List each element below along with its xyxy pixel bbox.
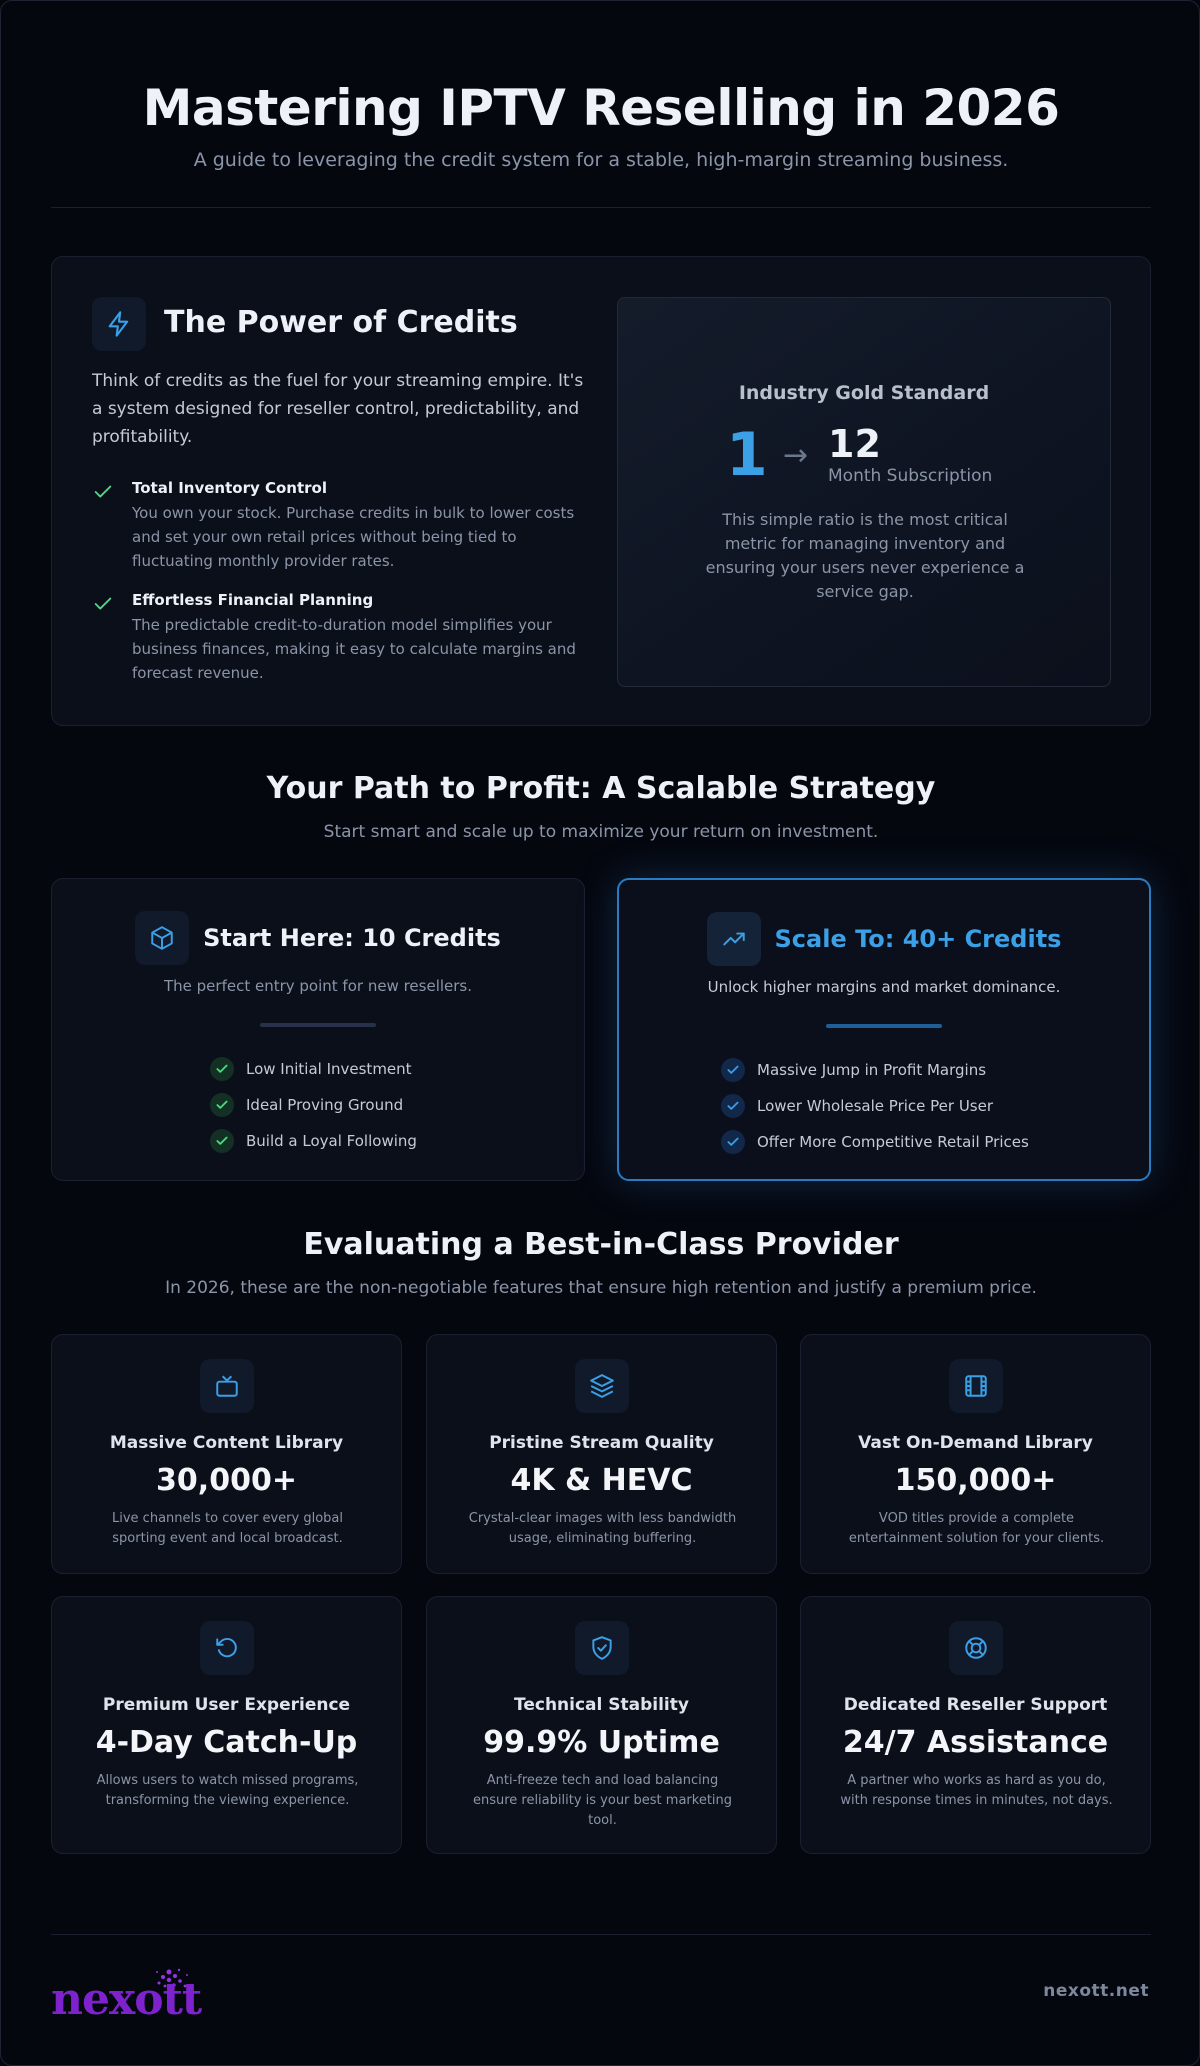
- check-icon: [721, 1094, 745, 1118]
- month-label: Month Subscription: [828, 466, 993, 486]
- feature-card-title: Massive Content Library: [109, 1433, 344, 1453]
- layers-icon: [575, 1359, 629, 1413]
- plan-subtitle: The perfect entry point for new resellers.: [163, 977, 473, 995]
- section-title: Your Path to Profit: A Scalable Strategy: [266, 771, 936, 806]
- plan-benefits: [210, 1051, 417, 1159]
- feature-card-value: 4K & HEVC: [510, 1463, 693, 1498]
- check-icon: [92, 593, 114, 615]
- feature-card-text: VOD titles provide a complete entertainment solution for your clients.: [848, 1511, 1105, 1546]
- list-item: [210, 1123, 417, 1159]
- benefit-label: Massive Jump in Profit Margins: [757, 1061, 987, 1079]
- feature-item: [92, 479, 592, 573]
- section-title: Evaluating a Best-in-Class Provider: [303, 1227, 899, 1262]
- feature-card-title: Pristine Stream Quality: [489, 1433, 714, 1453]
- rotate-ccw-icon: [200, 1621, 254, 1675]
- feature-card-text: Live channels to cover every global sporting event and local broadcast.: [112, 1511, 343, 1546]
- feature-card-value: 99.9% Uptime: [483, 1725, 720, 1760]
- divider: [51, 1934, 1151, 1935]
- feature-text: The predictable credit-to-duration model simplifies your business finances, making it easy to calculate margins and forecast revenue.: [132, 616, 576, 682]
- feature-title: Total Inventory Control: [132, 479, 327, 497]
- divider: [51, 207, 1151, 208]
- list-item: [721, 1088, 1029, 1124]
- power-lead: Think of credits as the fuel for your streaming empire. It's a system designed for reseller control, predictability, and profitability.: [92, 371, 584, 447]
- section-subtitle: In 2026, these are the non-negotiable features that ensure high retention and justify a premium price.: [165, 1278, 1037, 1298]
- feature-card-value: 4-Day Catch-Up: [95, 1725, 358, 1760]
- box-icon: [135, 911, 189, 965]
- feature-card: [800, 1334, 1151, 1574]
- feature-card-title: Technical Stability: [514, 1695, 689, 1715]
- check-icon: [210, 1093, 234, 1117]
- feature-card: [51, 1334, 402, 1574]
- lightning-icon: [92, 297, 146, 351]
- feature-card-title: Premium User Experience: [102, 1695, 351, 1715]
- divider: [260, 1023, 376, 1027]
- benefit-label: Low Initial Investment: [246, 1060, 412, 1078]
- list-item: [210, 1051, 417, 1087]
- plan-subtitle: Unlock higher margins and market dominance.: [707, 978, 1061, 996]
- month-count: 12: [828, 422, 881, 466]
- path-heading: [1, 771, 1200, 842]
- provider-heading: [1, 1227, 1200, 1298]
- gold-standard-text: This simple ratio is the most critical metric for managing inventory and ensuring your users never experience a service gap.: [705, 510, 1025, 601]
- hero: [1, 79, 1200, 171]
- benefit-label: Lower Wholesale Price Per User: [757, 1097, 994, 1115]
- feature-card-text: Allows users to watch missed programs, transforming the viewing experience.: [96, 1773, 359, 1808]
- feature-card: [426, 1596, 777, 1854]
- shield-check-icon: [575, 1621, 629, 1675]
- film-icon: [949, 1359, 1003, 1413]
- page-title: Mastering IPTV Reselling in 2026: [142, 79, 1060, 137]
- gold-standard-panel: [617, 297, 1111, 687]
- feature-card: [800, 1596, 1151, 1854]
- scale-plan-card: [617, 878, 1151, 1181]
- life-buoy-icon: [949, 1621, 1003, 1675]
- feature-card-text: A partner who works as hard as you do, with response times in minutes, not days.: [840, 1773, 1113, 1808]
- feature-card-text: Anti-freeze tech and load balancing ensure reliability is your best marketing tool.: [472, 1773, 733, 1828]
- list-item: [210, 1087, 417, 1123]
- check-icon: [92, 481, 114, 503]
- benefit-label: Ideal Proving Ground: [246, 1096, 404, 1114]
- start-plan-card: [51, 878, 585, 1181]
- plan-header: [52, 911, 584, 965]
- benefit-label: Offer More Competitive Retail Prices: [757, 1133, 1029, 1151]
- credit-count: 1: [726, 420, 768, 490]
- feature-item: [92, 591, 592, 685]
- list-item: [721, 1124, 1029, 1160]
- feature-title: Effortless Financial Planning: [132, 591, 374, 609]
- divider: [826, 1024, 942, 1028]
- feature-text: You own your stock. Purchase credits in bulk to lower costs and set your own retail prices without being tied to fluctuating monthly provider rates.: [132, 504, 575, 570]
- feature-card-title: Vast On-Demand Library: [858, 1433, 1093, 1453]
- feature-card-value: 24/7 Assistance: [842, 1725, 1109, 1760]
- plan-title: Start Here: 10 Credits: [203, 924, 501, 952]
- benefit-label: Build a Loyal Following: [246, 1132, 417, 1150]
- plan-benefits: [721, 1052, 1029, 1160]
- footer-url[interactable]: nexott.net: [1043, 1981, 1149, 2001]
- feature-card-title: Dedicated Reseller Support: [843, 1695, 1108, 1715]
- feature-card-value: 150,000+: [894, 1463, 1057, 1498]
- logo-wordmark: nexott: [51, 1974, 202, 2025]
- plan-header: [619, 912, 1149, 966]
- feature-card-value: 30,000+: [156, 1463, 297, 1498]
- arrow-right-icon: →: [783, 438, 809, 473]
- nexott-logo[interactable]: [51, 1966, 251, 2026]
- feature-card-text: Crystal-clear images with less bandwidth usage, eliminating buffering.: [468, 1511, 737, 1546]
- check-icon: [210, 1057, 234, 1081]
- check-icon: [721, 1130, 745, 1154]
- feature-card: [51, 1596, 402, 1854]
- feature-card: [426, 1334, 777, 1574]
- section-subtitle: Start smart and scale up to maximize your return on investment.: [323, 822, 879, 842]
- power-title: The Power of Credits: [164, 305, 518, 340]
- list-item: [721, 1052, 1029, 1088]
- trending-up-icon: [707, 912, 761, 966]
- check-icon: [210, 1129, 234, 1153]
- page-subtitle: A guide to leveraging the credit system for a stable, high-margin streaming business.: [193, 149, 1009, 171]
- tv-icon: [200, 1359, 254, 1413]
- plan-title: Scale To: 40+ Credits: [774, 925, 1062, 953]
- check-icon: [721, 1058, 745, 1082]
- power-of-credits-card: [51, 256, 1151, 726]
- gold-standard-title: Industry Gold Standard: [738, 382, 990, 404]
